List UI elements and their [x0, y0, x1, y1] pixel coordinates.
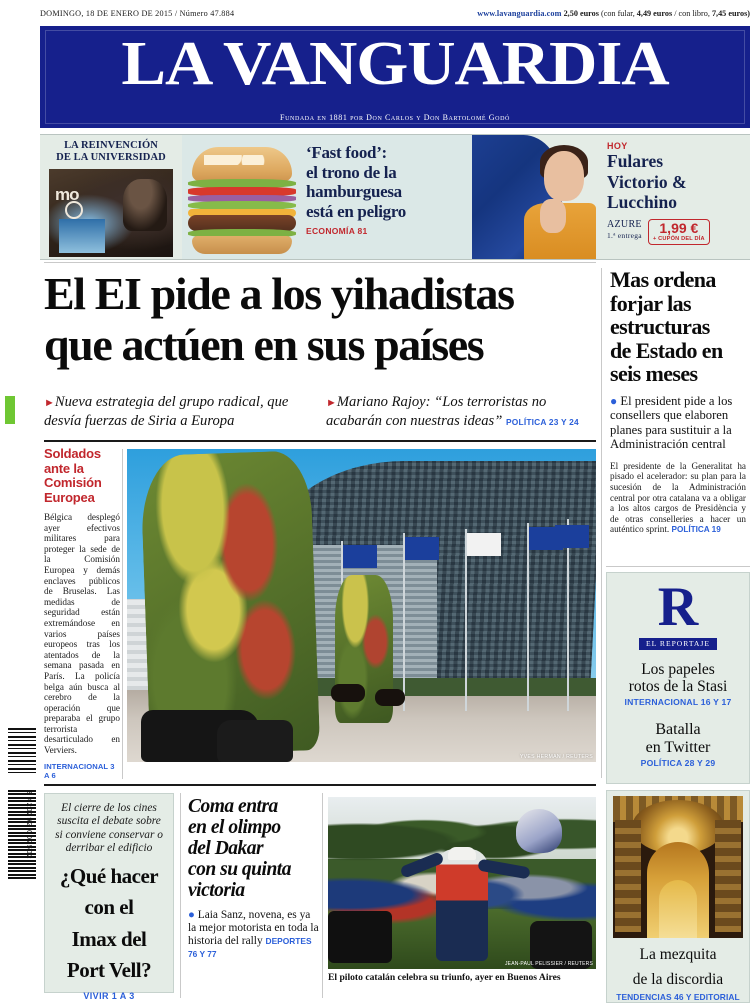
divider-dakar-photo [322, 793, 323, 998]
soldiers-title-line1: Soldados [44, 446, 101, 461]
imax-section-ref[interactable]: VIVIR 1 A 3 [83, 990, 135, 1001]
moo-logo-text: mo [55, 185, 79, 204]
promo-fastfood-line3: hamburguesa [306, 182, 402, 201]
divider-above-bottom [44, 784, 596, 786]
reportaje-box [606, 572, 750, 784]
soldiers-title-line3: Comisión [44, 475, 102, 490]
promo-fastfood-section-ref[interactable]: ECONOMÍA 81 [306, 226, 368, 236]
dakar-headline-line5: victoria [188, 880, 245, 901]
dakar-bullet-text: Laia Sanz, novena, es ya la mejor motorista en toda la historia del rally [188, 909, 319, 947]
dakar-section-ref[interactable]: DEPORTES 76 Y 77 [188, 936, 312, 959]
mosque-section-ref[interactable]: TENDENCIAS 46 Y EDITORIAL [616, 992, 740, 1002]
mas-body-text [610, 461, 746, 536]
mosque-column-right [715, 820, 741, 932]
dakar-headline-line1: Coma entra [188, 796, 278, 817]
mas-headline-line4: de Estado en [610, 337, 723, 363]
main-photo-credit: YVES HERMAN / REUTERS [519, 754, 593, 760]
promo-fastfood[interactable] [302, 135, 472, 259]
imax-lede: El cierre de los cines suscita el debate sobre si conviene conservar o derribar el edificio [55, 802, 163, 855]
dateline: DOMINGO, 18 DE ENERO DE 2015 / Número 47.884 [40, 8, 235, 18]
model-arm [540, 199, 566, 233]
moo-ring-icon [65, 201, 83, 219]
lead-story-headline[interactable] [44, 268, 596, 370]
lead-subhead-right-ref[interactable]: POLÍTICA 23 Y 24 [506, 416, 579, 427]
price-info [477, 9, 750, 18]
soldiers-section-ref[interactable]: INTERNACIONAL 3 A 6 [44, 761, 115, 780]
mosque-box[interactable] [606, 790, 750, 1003]
price-fular-label: (con fular, [600, 8, 635, 18]
dakar-photo-caption: El piloto catalán celebra su triunfo, ayer en Buenos Aires [328, 972, 561, 983]
page-title: LA VANGUARDIA [121, 30, 669, 98]
promo-fulares[interactable] [600, 135, 750, 259]
anatomy-poster [59, 219, 105, 253]
reportaje-item2-line1: Batalla [655, 721, 701, 738]
divider-right-column [601, 268, 602, 778]
promo-fulares-brand-name: AZURE [607, 218, 642, 230]
mosque-mihrab-arch [647, 842, 709, 938]
promo-strip [40, 134, 750, 260]
divider-under-promo [44, 262, 596, 263]
divider-imax-dakar [180, 793, 181, 998]
national-flag [467, 533, 501, 556]
reportaje-item2-ref[interactable]: POLÍTICA 28 Y 29 [640, 758, 716, 768]
promo-fulares-coupon-label: + CUPÓN DEL DÍA [652, 235, 705, 242]
mosque-column-left [615, 820, 641, 932]
promo-fulares-line1: Fulares [607, 151, 664, 171]
dakar-headline-line2: en el olimpo [188, 817, 281, 838]
imax-title-line3: Imax del [71, 926, 147, 951]
triangle-bullet-icon: ► [326, 397, 337, 409]
rider-cap [448, 847, 476, 860]
lead-headline-line1: El EI pide a los yihadistas [44, 268, 514, 319]
bun-top [192, 147, 292, 181]
bullet-dot-icon: ● [188, 909, 195, 921]
person-silhouette [123, 179, 167, 231]
reportaje-item1[interactable] [607, 661, 749, 695]
main-photo-soldiers [127, 449, 596, 762]
reportaje-letter-logo: R [657, 576, 699, 638]
top-info-bar [40, 4, 750, 22]
promo-university[interactable] [40, 135, 182, 259]
imax-box[interactable] [44, 793, 174, 1001]
promo-burger-photo [182, 135, 302, 259]
eu-flag [343, 545, 377, 568]
divider-left-column [122, 449, 123, 779]
mosque-title-line2: de la discordia [632, 971, 724, 988]
divider-above-reportaje [606, 566, 750, 567]
mas-headline-line2: forjar las [610, 290, 691, 316]
lead-subheadings [44, 394, 596, 431]
lead-subhead-left [44, 394, 312, 431]
helmet [516, 809, 562, 853]
reportaje-item1-ref[interactable]: INTERNACIONAL 16 Y 17 [624, 697, 732, 707]
model-illustration [472, 135, 600, 259]
promo-fulares-line2: Victorio & [607, 171, 687, 192]
promo-fulares-kicker: HOY [607, 141, 628, 151]
promo-university-line1: LA REINVENCIÓN [64, 140, 158, 151]
promo-fastfood-line1: ‘Fast food’: [306, 143, 387, 162]
lead-subhead-right-text: Mariano Rajoy: “Los terroristas no acabarán con nuestras ideas” [326, 394, 547, 429]
lead-subhead-left-text: Nueva estrategia del grupo radical, que desvía fuerzas de Siria a Europa [44, 394, 289, 429]
mosque-photo [613, 796, 743, 938]
reportaje-item2-line2: en Twitter [645, 738, 711, 756]
promo-fulares-price-box[interactable] [648, 219, 710, 245]
green-edge-marker [5, 396, 15, 424]
soldier-boot [217, 720, 293, 762]
price-fular: 4,49 euros [636, 8, 673, 18]
barcode-upper [8, 728, 36, 776]
soldiers-title-line4: Europea [44, 489, 95, 505]
website-url[interactable]: www.lavanguardia.com [477, 8, 562, 18]
lead-subhead-right [326, 394, 594, 431]
dakar-photo [328, 797, 596, 969]
divider-under-subheads [44, 440, 596, 442]
price-main: 2,50 euros [563, 8, 599, 18]
mas-story[interactable] [610, 268, 746, 536]
dakar-bullet [188, 909, 320, 961]
masthead [40, 24, 750, 128]
mas-section-ref[interactable]: POLÍTICA 19 [671, 525, 721, 535]
masthead-founded-line: Fundada en 1881 por Don Carlos y Don Bartolomé Godó [280, 113, 510, 122]
promo-university-photo [49, 169, 173, 257]
soldier-boot [331, 684, 365, 702]
triangle-bullet-icon: ► [44, 397, 55, 409]
reportaje-item1-line2: rotos de la Stasi [628, 678, 728, 695]
mosque-title-line1: La mezquita [639, 946, 717, 963]
promo-fulares-entrega: 1.ª entrega [607, 230, 642, 240]
hamburger-illustration [188, 143, 296, 253]
imax-title-line1: ¿Qué hacer [59, 863, 159, 888]
price-libro-label: / con libro, [674, 8, 710, 18]
eu-flag [555, 525, 589, 548]
flag-pole [465, 529, 467, 711]
mas-bullet-summary [610, 394, 746, 452]
lead-headline-line2: que actúen en sus países [44, 319, 484, 370]
promo-fulares-footer [607, 219, 744, 245]
soldiers-title-line2: ante la [44, 460, 84, 476]
soldier-boot [375, 689, 405, 706]
soldiers-sidebar [44, 447, 120, 780]
bullet-dot-icon: ● [610, 393, 618, 408]
model-head [544, 151, 584, 201]
mas-headline-line1: Mas ordena [610, 267, 716, 292]
dakar-headline-line4: con su quinta [188, 859, 291, 880]
mas-body-paragraph: El presidente de la Generalitat ha pisado el acelerador: su plan para la sucesión de la Administración central por otra catalana va a obligar a los altos cargos de Presidència y de otras conselleries a hacer un auténtico sprint. [610, 460, 746, 535]
mas-bullet-text: El president pide a los consellers que elaboren planes para sustituir a la Administración central [610, 393, 733, 452]
imax-title-line2: con el [84, 895, 134, 920]
price-libro: 7,45 euros) [711, 8, 750, 18]
imax-title-line4: Port Vell? [66, 958, 152, 983]
bun-bottom [192, 236, 292, 254]
soldiers-body-text: Bélgica desplegó ayer efectivos militares para proteger la sede de la Comisión Europea y demás enclaves públicos de Bruselas. Las medidas de seguridad están extremándose en varios países europeos tras los atentados de la semana pasada en París. La policía belga aún busca al cerebro de la operación que preparaba el grupo terrorista desarticulado en Verviers. [44, 512, 120, 756]
promo-fulares-price: 1,99 € [659, 219, 699, 236]
reportaje-item2[interactable] [607, 721, 749, 756]
dakar-headline-line3: del Dakar [188, 838, 264, 859]
promo-fulares-line3: Lucchino [607, 192, 678, 212]
dakar-photo-credit: JEAN-PAUL PELISSIER / REUTERS [504, 961, 593, 967]
flag-pole [527, 523, 529, 711]
eu-flag [405, 537, 439, 560]
reportaje-tag: EL REPORTAJE [639, 638, 717, 650]
promo-fulares-brand [607, 219, 642, 241]
dakar-story[interactable] [188, 796, 320, 961]
promo-fastfood-line2: el trono de la [306, 162, 397, 182]
mas-headline-line5: seis meses [610, 361, 698, 386]
promo-fastfood-line4: está en peligro [306, 201, 407, 221]
mas-headline-line3: estructuras [610, 314, 710, 339]
reportaje-item1-line1: Los papeles [641, 661, 715, 678]
camera-left [328, 911, 392, 963]
barcode-number: 8 420292 002502 [25, 790, 32, 860]
promo-university-line2: DE LA UNIVERSIDAD [56, 152, 166, 163]
promo-model-photo [472, 135, 600, 259]
